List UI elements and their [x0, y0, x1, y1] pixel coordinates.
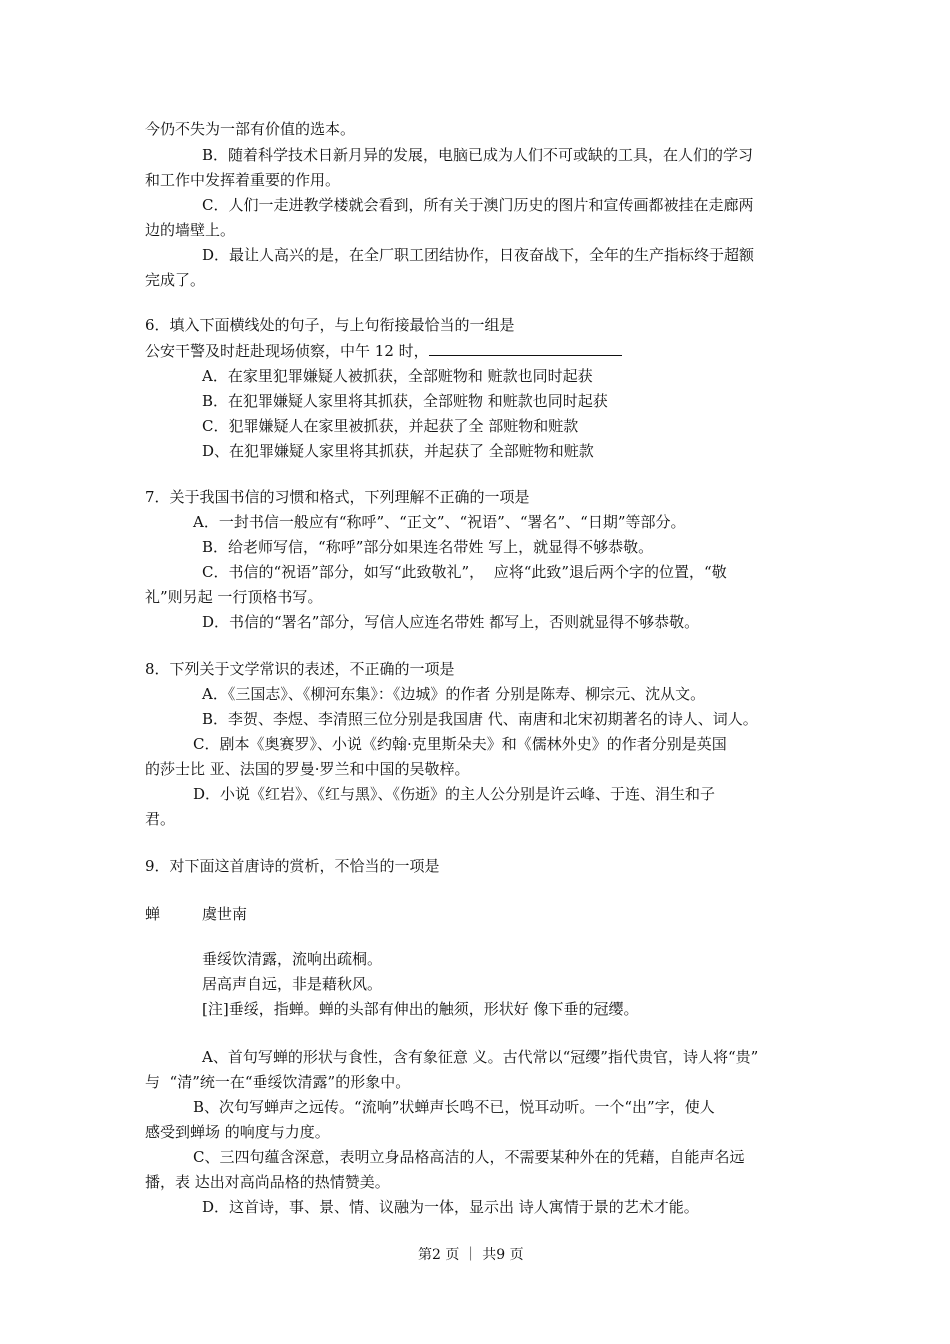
text-line: 的莎士比 亚、法国的罗曼·罗兰和中国的吴敬梓。: [145, 760, 470, 778]
option-b: B．李贺、李煜、李清照三位分别是我国唐 代、南唐和北宋初期著名的诗人、词人。: [202, 710, 758, 728]
option-b: B、次句写蝉声之远传。“流响”状蝉声长鸣不已，悦耳动听。一个“出”字，使人: [193, 1098, 715, 1116]
question-6: 6．填入下面横线处的句子，与上句衔接最恰当的一组是: [145, 316, 515, 334]
answer-blank: [429, 341, 622, 356]
page-footer: 第2 页 ｜ 共9 页: [418, 1247, 524, 1263]
option-a: A．一封书信一般应有“称呼”、“正文”、“祝语”、“署名”、“日期”等部分。: [193, 513, 686, 531]
option-c: C．剧本《奥赛罗》、小说《约翰·克里斯朵夫》和《儒林外史》的作者分别是英国: [193, 735, 727, 753]
option-a: A．在家里犯罪嫌疑人被抓获，全部赃物和 赃款也同时起获: [202, 367, 593, 385]
poem-title: 蝉: [145, 905, 161, 923]
text-line: 和工作中发挥着重要的作用。: [145, 171, 341, 189]
option-d: D．书信的“署名”部分，写信人应连名带姓 都写上，否则就显得不够恭敬。: [202, 613, 700, 631]
option-d: D．这首诗，事、景、情、议融为一体，显示出 诗人寓情于景的艺术才能。: [202, 1198, 699, 1216]
text-line: 完成了。: [145, 271, 206, 289]
option-b: B．在犯罪嫌疑人家里将其抓获，全部赃物 和赃款也同时起获: [202, 392, 608, 410]
text-line: 君。: [145, 810, 176, 828]
option-c: C．犯罪嫌疑人在家里被抓获，并起获了全 部赃物和赃款: [202, 417, 579, 435]
option-a: A、首句写蝉的形状与食性，含有象征意 义。古代常以“冠缨”指代贵官，诗人将“贵”: [202, 1048, 759, 1066]
question-7: 7．关于我国书信的习惯和格式，下列理解不正确的一项是: [145, 488, 530, 506]
question-6-stem: [145, 341, 622, 361]
poem-line: 居高声自远，非是藉秋风。: [202, 975, 383, 993]
stem-text: 公安干警及时赶赴现场侦察，中午 12 时，: [145, 342, 429, 360]
text-line: 今仍不失为一部有价值的选本。: [145, 120, 356, 138]
option-c: C、三四句蕴含深意，表明立身品格高洁的人，不需要某种外在的凭藉，自能声名远: [193, 1148, 745, 1166]
text-line: 播，表 达出对高尚品格的热情赞美。: [145, 1173, 390, 1191]
option-d: D．小说《红岩》、《红与黑》、《伤逝》的主人公分别是许云峰、于连、涓生和子: [193, 785, 716, 803]
text-line: 与 “清”统一在“垂绥饮清露”的形象中。: [145, 1073, 411, 1091]
question-8: 8．下列关于文学常识的表述，不正确的一项是: [145, 660, 455, 678]
text-line: 礼”则另起 一行顶格书写。: [145, 588, 323, 606]
poem-author: 虞世南: [202, 905, 248, 923]
option-c: C．书信的“祝语”部分，如写“此致敬礼”， 应将“此致”退后两个字的位置，“敬: [202, 563, 727, 581]
option-a: A．《三国志》、《柳河东集》：《边城》的作者 分别是陈寿、柳宗元、沈从文。: [202, 685, 706, 703]
option-c: C．人们一走进教学楼就会看到，所有关于澳门历史的图片和宣传画都被挂在走廊两: [202, 196, 754, 214]
option-d: D、在犯罪嫌疑人家里将其抓获，并起获了 全部赃物和赃款: [202, 442, 594, 460]
text-line: 感受到蝉场 的响度与力度。: [145, 1123, 330, 1141]
poem-note: [注]垂绥，指蝉。蝉的头部有伸出的触须，形状好 像下垂的冠缨。: [202, 1000, 639, 1018]
option-d: D．最让人高兴的是，在全厂职工团结协作，日夜奋战下，全年的生产指标终于超额: [202, 246, 755, 264]
option-b: B．随着科学技术日新月异的发展，电脑已成为人们不可或缺的工具，在人们的学习: [202, 146, 754, 164]
option-b: B．给老师写信，“称呼”部分如果连名带姓 写上，就显得不够恭敬。: [202, 538, 654, 556]
text-line: 边的墙壁上。: [145, 221, 236, 239]
poem-line: 垂绥饮清露，流响出疏桐。: [202, 950, 383, 968]
question-9: 9．对下面这首唐诗的赏析，不恰当的一项是: [145, 857, 440, 875]
